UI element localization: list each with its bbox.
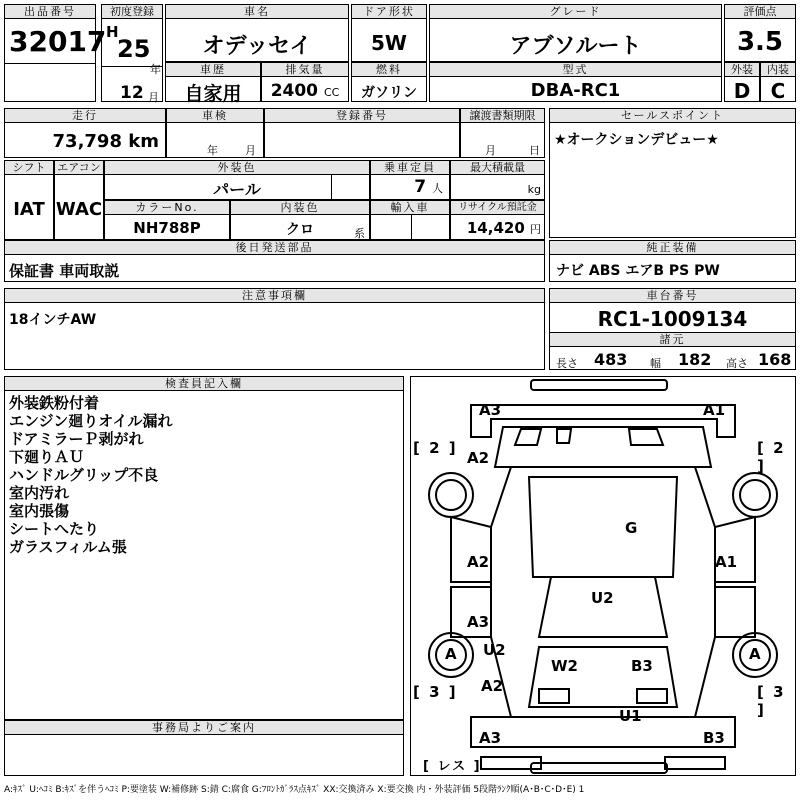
model-label: 型式 bbox=[430, 63, 721, 77]
mileage: 73,798 bbox=[52, 131, 122, 152]
mark-b3-center: B3 bbox=[631, 657, 653, 675]
sales-point-cell bbox=[549, 108, 796, 238]
dimensions-label: 諸元 bbox=[550, 332, 795, 347]
score-label: 評価点 bbox=[725, 5, 795, 19]
color-no: NH788P bbox=[133, 219, 201, 237]
first-reg-year: 25 bbox=[117, 35, 151, 63]
int-color-cell bbox=[230, 200, 370, 240]
sales-point: ★オークションデビュー★ bbox=[554, 132, 719, 148]
person-unit: 人 bbox=[432, 182, 443, 195]
ext-color-cell bbox=[104, 160, 370, 200]
rear-bumper bbox=[531, 763, 667, 773]
mark-2-left: [ 2 ] bbox=[413, 439, 458, 457]
year-unit: 年 bbox=[150, 63, 161, 76]
cc-unit: CC bbox=[323, 86, 340, 99]
mark-a-right: A bbox=[749, 645, 761, 663]
shift-cell bbox=[4, 160, 54, 240]
max-load-label: 最大積載量 bbox=[451, 161, 544, 175]
first-reg-cell bbox=[101, 4, 163, 102]
kg-unit: kg bbox=[527, 183, 541, 196]
equipment: ナビ ABS エアB PS PW bbox=[556, 263, 720, 279]
equipment-cell bbox=[549, 240, 796, 282]
shift-label: シフト bbox=[5, 161, 53, 175]
transfer-day-unit: 日 bbox=[529, 144, 540, 157]
score-cell bbox=[724, 4, 796, 62]
later-parts-cell bbox=[4, 240, 545, 282]
recycle-cell bbox=[450, 200, 545, 240]
mark-b3-rear-right: B3 bbox=[703, 729, 725, 747]
later-parts: 保証書 車両取説 bbox=[9, 262, 120, 280]
chassis-label: 車台番号 bbox=[550, 289, 795, 303]
lot-cell bbox=[4, 4, 107, 102]
notes-label: 注意事項欄 bbox=[5, 289, 544, 303]
aircon-label: エアコン bbox=[55, 161, 103, 175]
fuel-label: 燃料 bbox=[352, 63, 426, 77]
mark-a3-rear-left: A3 bbox=[479, 729, 502, 747]
mark-3-right: [ 3 ] bbox=[757, 683, 786, 719]
ext-color-label: 外装色 bbox=[105, 161, 369, 175]
int-color: クロ bbox=[286, 222, 314, 238]
equipment-label: 純正装備 bbox=[550, 241, 795, 255]
ext-grade-label: 外装 bbox=[725, 63, 759, 77]
insp-month-unit: 月 bbox=[245, 144, 256, 157]
mark-3-left: [ 3 ] bbox=[413, 683, 458, 701]
registration-cell bbox=[264, 108, 460, 158]
color-no-label: カラーNo. bbox=[105, 201, 229, 215]
mark-g: G bbox=[625, 519, 638, 537]
inspector-line: ドアミラーＰ剥がれ bbox=[9, 430, 144, 448]
mark-u2-center: U2 bbox=[591, 589, 614, 607]
door-type: 5W bbox=[371, 31, 407, 55]
damage-diagram bbox=[410, 376, 796, 776]
height-label: 高さ bbox=[726, 357, 748, 370]
transfer-label: 譲渡書類期限 bbox=[461, 109, 544, 123]
length-label: 長さ bbox=[556, 357, 578, 370]
mark-a2-upper-left: A2 bbox=[467, 449, 490, 467]
car-name-label: 車名 bbox=[166, 5, 348, 19]
history-label: 車歴 bbox=[166, 63, 260, 77]
inspection-cell bbox=[166, 108, 264, 158]
later-parts-label: 後日発送部品 bbox=[5, 241, 544, 255]
grade-label: グレード bbox=[430, 5, 721, 19]
width-label: 幅 bbox=[650, 357, 661, 370]
era: H bbox=[106, 23, 119, 41]
import-cell bbox=[370, 200, 450, 240]
mark-u1: U1 bbox=[619, 707, 642, 725]
model: DBA-RC1 bbox=[530, 80, 621, 101]
capacity: 7 bbox=[414, 177, 427, 197]
inspector-line: 下廻りＡＵ bbox=[9, 448, 85, 466]
chassis-number: RC1-1009134 bbox=[597, 307, 748, 331]
door-cell bbox=[351, 4, 427, 62]
mark-a1-front-right: A1 bbox=[703, 401, 726, 419]
mark-a-left: A bbox=[445, 645, 457, 663]
lot-label: 出品番号 bbox=[5, 5, 95, 19]
grade: アブソルート bbox=[509, 34, 642, 59]
history-cell bbox=[165, 62, 261, 105]
mark-a3-mid-left: A3 bbox=[467, 613, 490, 631]
office-label: 事務局よりご案内 bbox=[5, 721, 403, 735]
history: 自家用 bbox=[184, 83, 242, 105]
first-reg-label: 初度登録 bbox=[102, 5, 162, 19]
displacement-cell bbox=[261, 62, 349, 102]
door-label: ドア形状 bbox=[352, 5, 426, 19]
mileage-cell bbox=[4, 108, 166, 158]
chassis-cell bbox=[549, 288, 796, 370]
int-grade-label: 内装 bbox=[761, 63, 795, 77]
displacement-label: 排気量 bbox=[262, 63, 348, 77]
inspector-line: 室内張傷 bbox=[9, 502, 70, 520]
displacement: 2400 bbox=[270, 81, 319, 101]
mileage-label: 走行 bbox=[5, 109, 165, 123]
mark-u2-left: U2 bbox=[483, 641, 506, 659]
ext-grade: D bbox=[733, 79, 751, 103]
insp-year-unit: 年 bbox=[207, 144, 218, 157]
fuel-cell bbox=[351, 62, 427, 102]
car-name-cell bbox=[165, 4, 349, 62]
int-color-suffix: 系 bbox=[354, 227, 365, 240]
inspector-line: 外装鉄粉付着 bbox=[9, 394, 100, 412]
mark-a2-lower-left: A2 bbox=[481, 677, 504, 695]
recycle: 14,420 bbox=[466, 219, 525, 237]
inspector-line: シートへたり bbox=[9, 520, 100, 538]
mark-2-right: [ 2 ] bbox=[757, 439, 786, 475]
inspector-line: ハンドルグリップ不良 bbox=[9, 466, 159, 484]
grade-cell bbox=[429, 4, 722, 62]
car-outline bbox=[411, 377, 795, 775]
length-value: 483 bbox=[594, 350, 628, 369]
inspector-cell bbox=[4, 376, 404, 720]
car-name: オデッセイ bbox=[202, 34, 312, 59]
width-value: 182 bbox=[678, 350, 712, 369]
mark-w2: W2 bbox=[551, 657, 578, 675]
mark-a3-front-left: A3 bbox=[479, 401, 502, 419]
capacity-cell bbox=[370, 160, 450, 200]
aircon: WAC bbox=[55, 199, 103, 220]
month-unit: 月 bbox=[148, 91, 159, 104]
shift: IAT bbox=[13, 199, 45, 220]
max-load-cell bbox=[450, 160, 545, 200]
ext-grade-cell bbox=[724, 62, 760, 102]
transfer-month-unit: 月 bbox=[485, 144, 496, 157]
notes: 18インチAW bbox=[9, 312, 97, 328]
int-grade-cell bbox=[760, 62, 796, 102]
legend: A:ｷｽﾞ U:ﾍｺﾐ B:ｷｽﾞを伴うﾍｺﾐ P:要塗装 W:補修跡 S:錆 C:腐食 G:ﾌﾛﾝﾄｶﾞﾗｽ点ｷｽﾞ XX:交換済み X:要交換 内・外装評価 5段階ﾗﾝｸ順(A･B･C･D･E) 1 bbox=[4, 785, 585, 795]
inspection-label: 車検 bbox=[167, 109, 263, 123]
capacity-label: 乗車定員 bbox=[371, 161, 449, 175]
inspector-lines bbox=[5, 391, 403, 559]
height-value: 168 bbox=[758, 350, 792, 369]
fuel: ガソリン bbox=[361, 85, 417, 101]
transfer-cell bbox=[460, 108, 545, 158]
mark-a1-mid-right: A1 bbox=[715, 553, 738, 571]
int-grade: C bbox=[770, 79, 786, 103]
inspector-line: エンジン廻りオイル漏れ bbox=[9, 412, 173, 430]
inspector-line: 室内汚れ bbox=[9, 484, 70, 502]
color-no-cell bbox=[104, 200, 230, 240]
lot-number: 32017 bbox=[9, 25, 107, 58]
aircon-cell bbox=[54, 160, 104, 240]
recycle-label: リサイクル預託金 bbox=[451, 201, 544, 215]
import-label: 輸入車 bbox=[371, 201, 449, 215]
registration-label: 登録番号 bbox=[265, 109, 459, 123]
model-cell bbox=[429, 62, 722, 102]
mark-less: [ レス ] bbox=[423, 759, 482, 774]
inspector-label: 検査員記入欄 bbox=[5, 377, 403, 391]
notes-cell bbox=[4, 288, 545, 370]
first-reg-month: 12 bbox=[120, 83, 144, 103]
ext-color: パール bbox=[213, 180, 261, 199]
mark-a2-mid-left: A2 bbox=[467, 553, 490, 571]
yen-unit: 円 bbox=[530, 223, 541, 236]
score: 3.5 bbox=[736, 27, 784, 57]
int-color-label: 内装色 bbox=[231, 201, 369, 215]
sales-point-label: セールスポイント bbox=[550, 109, 795, 123]
km-unit: km bbox=[128, 131, 159, 152]
inspector-line: ガラスフィルム張 bbox=[9, 538, 127, 556]
office-cell bbox=[4, 720, 404, 776]
